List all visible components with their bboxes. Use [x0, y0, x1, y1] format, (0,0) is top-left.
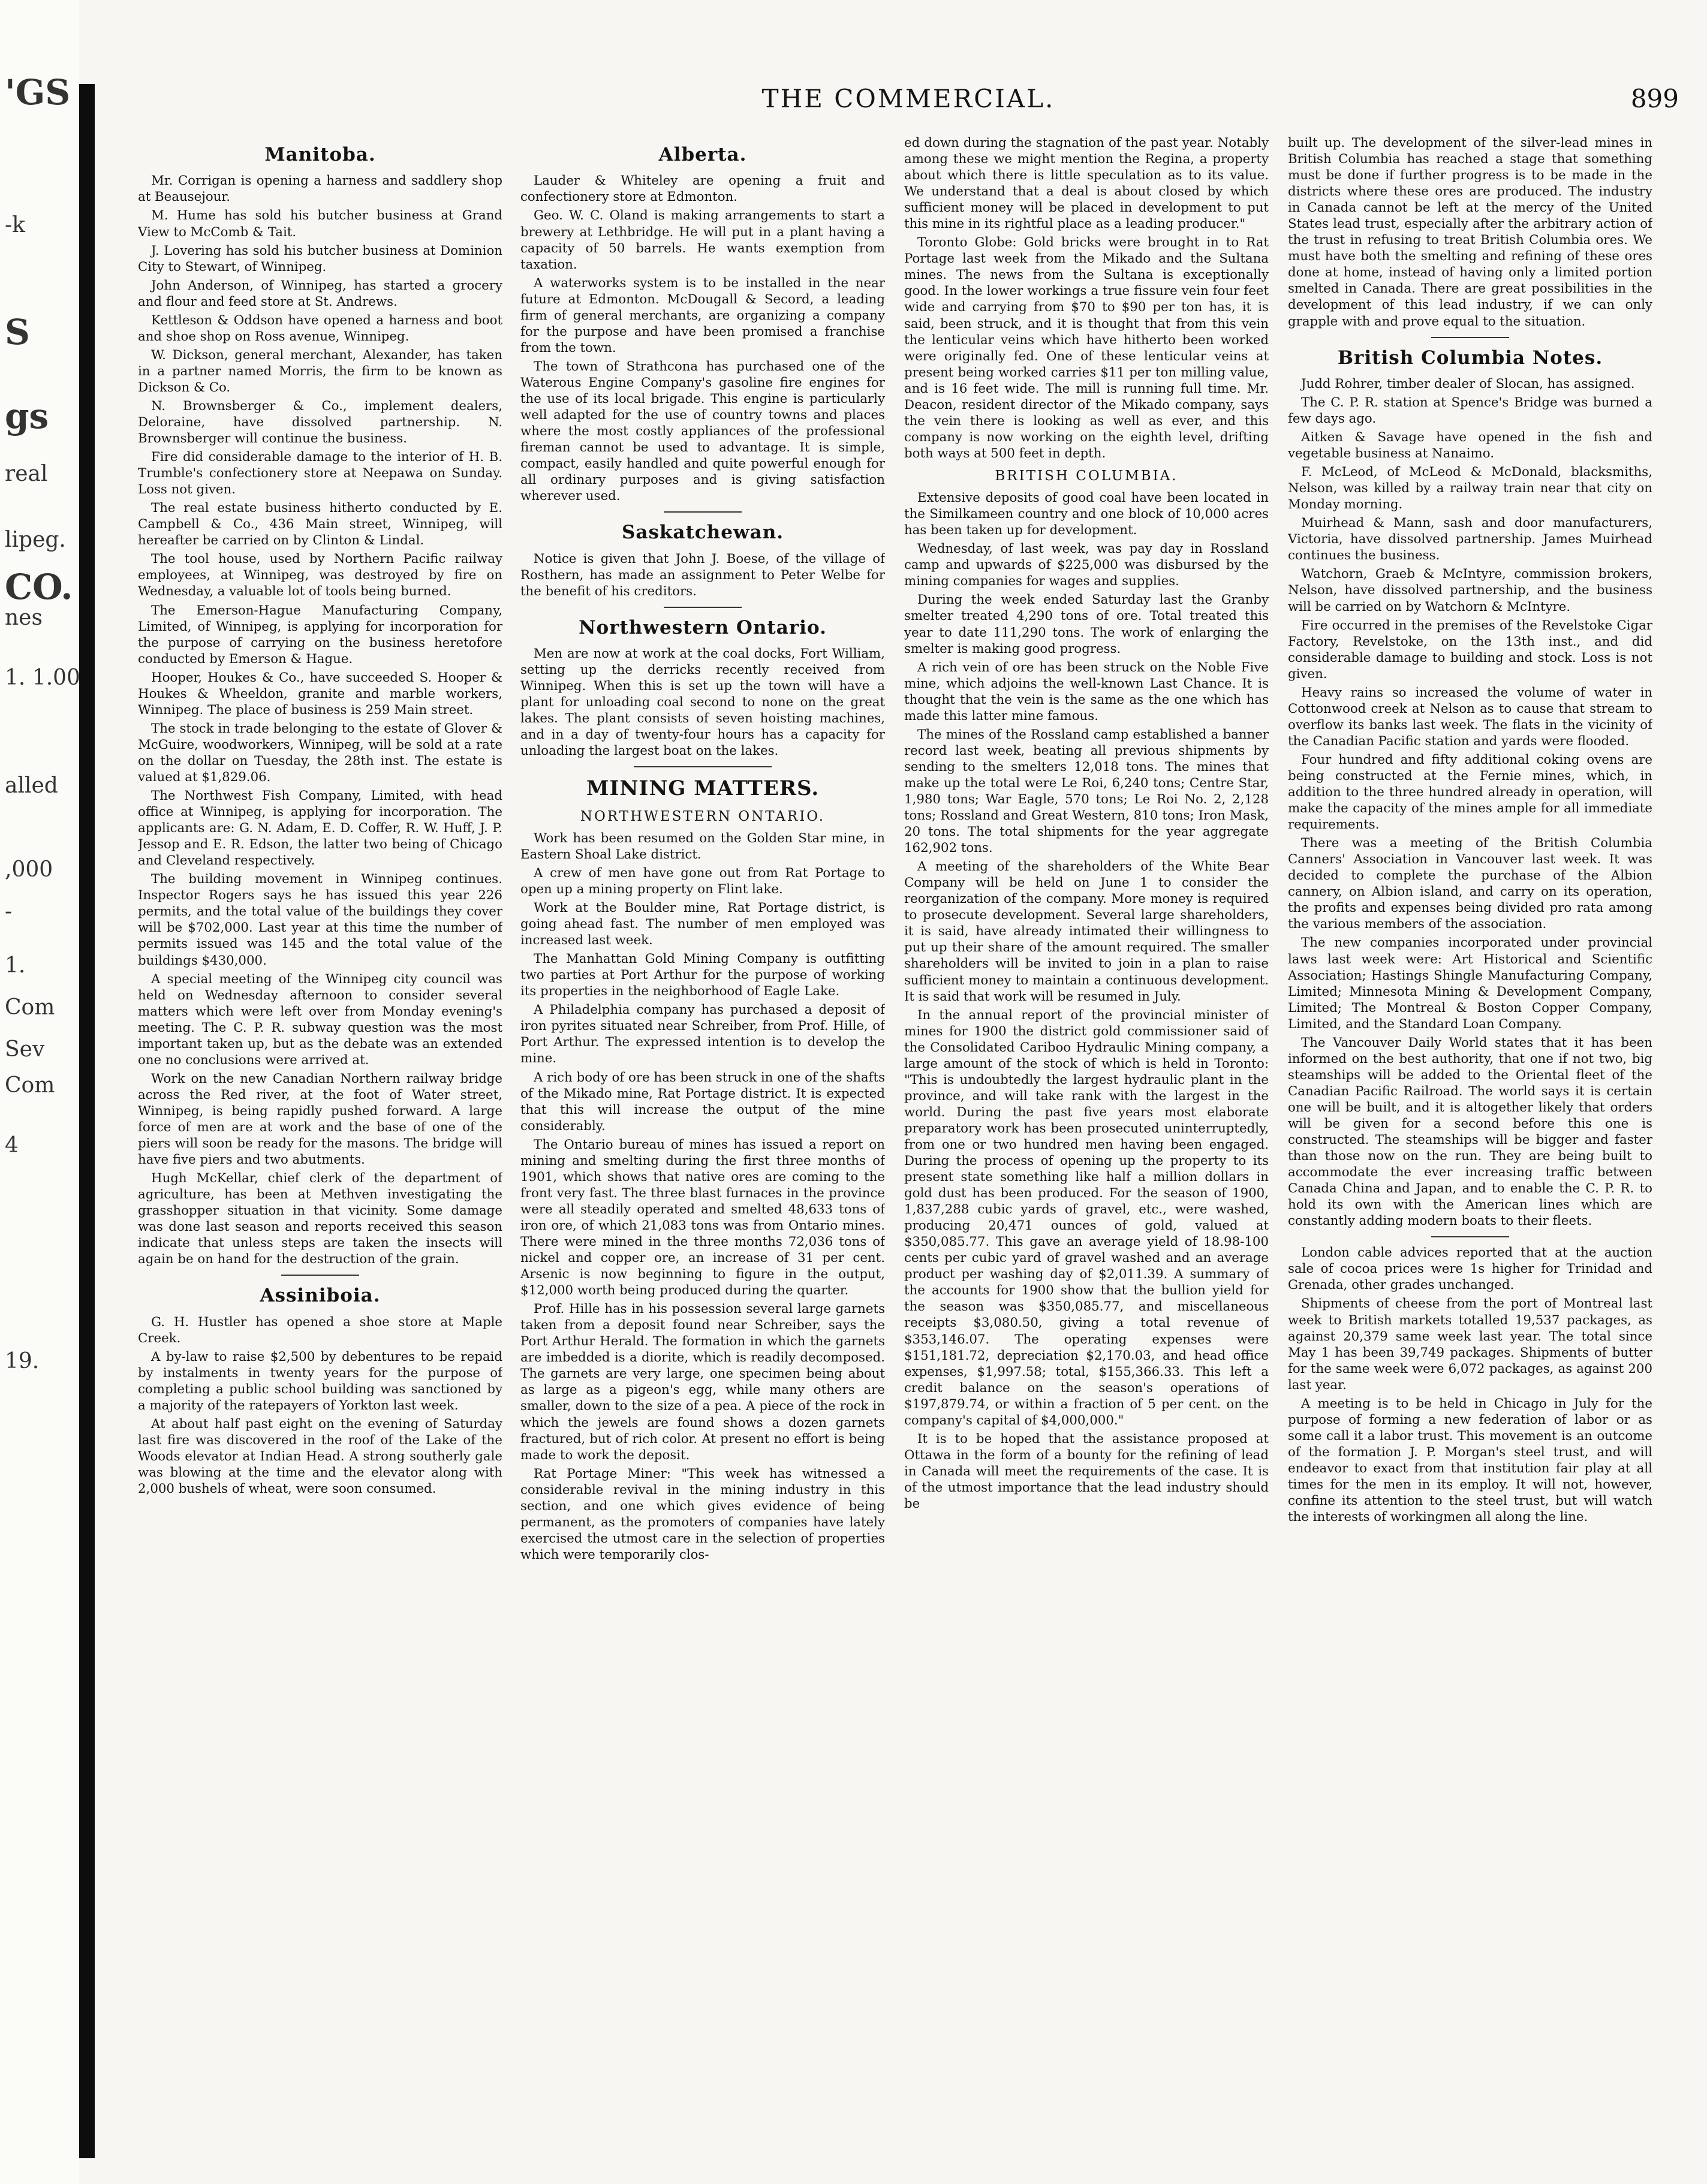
paragraph: The Ontario bureau of mines has issued a report on mining and smelting during the first three months of 1901, which shows that native ores are coming to the front very fast. The three blast furnaces in the province were all steadily operated and smelted 48,633 tons of iron ore, of which 21,083 tons was from Ontario mines. There were mined in the three months 72,036 tons of nickel and copper ore, an increase of 31 per cent. Arsenic is now beginning to figure in the output, $12,000 worth being produced during the quarter.: [520, 1137, 885, 1299]
paragraph: A by-law to raise $2,500 by debentures to be repaid by instalments in twenty years for the purpose of completing a public school building was sanctioned by a majority of the ratepayers of Yorkton last week.: [138, 1349, 502, 1413]
edge-fragment: -k: [5, 213, 25, 237]
paragraph: At about half past eight on the evening of Saturday last fire was discovered in the roof of the Lake of the Woods elevator at Indian Head. A strong southerly gale was blowing at the time and the elevator along with 2,000 bushels of wheat, were soon consumed.: [138, 1417, 502, 1497]
section-heading: MINING MATTERS.: [586, 776, 820, 801]
page-number: 899: [1630, 84, 1679, 113]
paragraph: Work on the new Canadian Northern railway bridge across the Red river, at the foot of Water street, Winnipeg, is being rapidly pushed forward. A large force of men are at work and the base of one of the piers will soon be ready for the masons. The bridge will have five piers and two abutments.: [138, 1071, 502, 1168]
section-divider: [664, 511, 742, 513]
paragraph: Muirhead & Mann, sash and door manufacturers, Victoria, have dissolved partnership. James Muirhead continues the business.: [1288, 516, 1652, 564]
paragraph: The C. P. R. station at Spence's Bridge was burned a few days ago.: [1288, 394, 1652, 427]
paragraph: G. H. Hustler has opened a shoe store at Maple Creek.: [138, 1314, 502, 1346]
paragraph: Hooper, Houkes & Co., have succeeded S. Hooper & Houkes & Wheeldon, granite and marble workers, Winnipeg. The place of business is 259 Main street.: [138, 670, 502, 718]
section-divider: [1431, 337, 1509, 338]
paragraph: A meeting of the shareholders of the White Bear Company will be held on June 1 to consider the reorganization of the company. More money is required to prosecute development. Several large shareholders, it is said, have already intimated their willingness to put up their share of the amount required. The smaller shareholders will be invited to join in a plan to raise sufficient money to maintain a continuous development. It is said that work will be resumed in July.: [904, 859, 1269, 1004]
edge-fragment: S: [5, 312, 30, 353]
paragraph: Extensive deposits of good coal have been located in the Similkameen country and one block of 10,000 acres has been taken up for development.: [904, 490, 1269, 538]
paragraph: The new companies incorporated under provincial laws last week were: Art Historical and Scientific Association; Hastings Shingle Manufacturing Company, Limited; Minnesota Mining & Development Company, Limited; The Montreal & Boston Copper Company, Limited, and the Standard Loan Company.: [1288, 935, 1652, 1032]
column-4: [1288, 135, 1652, 2161]
paragraph: F. McLeod, of McLeod & McDonald, blacksmiths, Nelson, was killed by a railway train near that city on Monday morning.: [1288, 465, 1652, 513]
edge-fragment: alled: [5, 773, 58, 798]
paragraph: M. Hume has sold his butcher business at Grand View to McComb & Tait.: [138, 208, 502, 240]
paragraph: Toronto Globe: Gold bricks were brought in to Rat Portage last week from the Mikado and the Sultana mines. The news from the Sultana is exceptionally good. In the lower workings a true fissure vein four feet wide and carrying from $70 to $90 per ton has, it is said, been struck, and it is thought that from this vein the lenticular veins which have hitherto been worked were originally fed. One of these lenticular veins at present being worked carries $11 per ton milling value, and is 16 feet wide. The mill is running full time. Mr. Deacon, resident director of the Mikado company, says the vein there is looking as well as ever, and this company is now working on the eighth level, drifting both ways at 500 feet in depth.: [904, 235, 1269, 461]
paragraph: Wednesday, of last week, was pay day in Rossland camp and upwards of $225,000 was disbursed by the mining companies for wages and supplies.: [904, 541, 1269, 589]
section-divider: [664, 607, 742, 608]
paragraph: The real estate business hitherto conducted by E. Campbell & Co., 436 Main street, Winnipeg, will hereafter be carried on by Clinton & Lindal.: [138, 501, 502, 549]
paragraph: The Manhattan Gold Mining Company is outfitting two parties at Port Arthur for the purpose of working its properties in the neighborhood of Eagle Lake.: [520, 951, 885, 999]
paragraph: It is to be hoped that the assistance proposed at Ottawa in the form of a bounty for the refining of lead in Canada will meet the requirements of the case. It is of the utmost importance that the lead industry should be: [904, 1431, 1269, 1511]
paragraph: Geo. W. C. Oland is making arrangements to start a brewery at Lethbridge. He will put in a plant having a capacity of 50 barrels. He wants exemption from taxation.: [520, 208, 885, 272]
section-heading: Northwestern Ontario.: [579, 616, 827, 638]
paragraph: Four hundred and fifty additional coking ovens are being constructed at the Fernie mines, which, in addition to the three hundred already in operation, will make the capacity of the mines ample for all immediate requirements.: [1288, 752, 1652, 833]
page-header: [138, 84, 1679, 126]
paragraph: Rat Portage Miner: "This week has witnessed a considerable revival in the mining industry in this section, and one which gives evidence of being permanent, as the promoters of companies have lately exercised the utmost care in the selection of properties which were temporarily clos-: [520, 1466, 885, 1562]
paragraph: Heavy rains so increased the volume of water in Cottonwood creek at Nelson as to cause that stream to overflow its banks last week. The flats in the vicinity of the Canadian Pacific station and yards were flooded.: [1288, 685, 1652, 749]
edge-fragment: ,000: [5, 857, 53, 882]
edge-fragment: 1.: [5, 953, 26, 978]
paragraph: The Northwest Fish Company, Limited, with head office at Winnipeg, is applying for incorporation. The applicants are: G. N. Adam, E. D. Coffer, R. W. Huff, J. P. Jessop and E. R. Edson, the latter two being of Chicago and Cleveland respectively.: [138, 788, 502, 869]
paragraph: The town of Strathcona has purchased one of the Waterous Engine Company's gasoline fire engines for the use of its local brigade. This engine is particularly well adapted for the use of country towns and places where the most costly appliances of the professional fireman cannot be used to advantage. It is simple, compact, easily handled and quite powerful enough for all ordinary purposes and is giving satisfaction wherever used.: [520, 359, 885, 504]
edge-fragment: Com: [5, 995, 55, 1020]
paragraph: Judd Rohrer, timber dealer of Slocan, has assigned.: [1301, 376, 1635, 391]
paragraph: The mines of the Rossland camp established a banner record last week, beating all previous shipments by sending to the smelters 12,018 tons. The mines that make up the total were Le Roi, 6,240 tons; Centre Star, 1,980 tons; War Eagle, 570 tons; Le Roi No. 2, 2,128 tons; Rossland and Great Western, 810 tons; Iron Mask, 20 tons. The total shipments for the year aggregate 162,902 tons.: [904, 727, 1269, 856]
paragraph: Watchorn, Graeb & McIntyre, commission brokers, Nelson, have dissolved partnership, and the business will be carried on by Watchorn & McIntyre.: [1288, 567, 1652, 614]
paragraph: Fire did considerable damage to the interior of H. B. Trumble's confectionery store at Neepawa on Sunday. Loss not given.: [138, 450, 502, 498]
paragraph: There was a meeting of the British Columbia Canners' Association in Vancouver last week. It was decided to complete the purchase of the Albion cannery, on Albion island, and carry on its operation, the profits and expenses being divided pro rata among the various members of the association.: [1288, 836, 1652, 932]
paragraph: A rich vein of ore has been struck on the Noble Five mine, which adjoins the well-known Last Chance. It is thought that the vein is the same as the one which has made this latter mine famous.: [904, 659, 1269, 724]
paragraph: London cable advices reported that at the auction sale of cocoa prices were 1s higher for Trinidad and Grenada, other grades unchanged.: [1288, 1245, 1652, 1293]
paragraph: Hugh McKellar, chief clerk of the department of agriculture, has been at Methven investigating the grasshopper situation in that vicinity. Some damage was done last season and reports received this season indicate that unless steps are taken the insects will again be on hand for the destruction of the grain.: [138, 1171, 502, 1267]
paragraph: During the week ended Saturday last the Granby smelter treated 4,290 tons of ore. Total treated this year to date 111,290 tons. The work of enlarging the smelter is making good progress.: [904, 592, 1269, 656]
paragraph: Mr. Corrigan is opening a harness and saddlery shop at Beausejour.: [138, 173, 502, 205]
edge-fragment: nes: [5, 606, 43, 630]
paragraph: A special meeting of the Winnipeg city council was held on Wednesday afternoon to consider several matters which were left over from Monday evening's meeting. The C. P. R. subway question was the most important taken up, but as the debate was an extended one no conclusions were arrived at.: [138, 971, 502, 1068]
column-1: [138, 135, 502, 2161]
edge-fragment: Sev: [5, 1037, 45, 1062]
edge-fragment: 'GS: [5, 72, 71, 113]
paragraph: Work has been resumed on the Golden Star mine, in Eastern Shoal Lake district.: [520, 830, 885, 862]
paragraph: Shipments of cheese from the port of Montreal last week to British markets totalled 19,537 packages, as against 20,379 same week last year. The total since May 1 has been 39,749 packages. Shipments of butter for the same week were 6,072 packages, as against 200 last year.: [1288, 1296, 1652, 1393]
edge-fragment: 1. 1.00: [5, 665, 80, 690]
edge-fragment: 4: [5, 1133, 19, 1158]
paragraph: Fire occurred in the premises of the Revelstoke Cigar Factory, Revelstoke, on the 13th inst., and did considerable damage to building and stock. Loss is not given.: [1288, 617, 1652, 682]
paragraph: Men are now at work at the coal docks, Fort William, setting up the derricks recently received from Winnipeg. When this is set up the town will have a plant for unloading coal second to none on the great lakes. The plant consists of seven hoisting machines, and in a day of twenty-four hours has a capacity for unloading the largest boat on the lakes.: [520, 646, 885, 759]
paragraph: John Anderson, of Winnipeg, has started a grocery and flour and feed store at St. Andrews.: [138, 278, 502, 309]
paragraph: Aitken & Savage have opened in the fish and vegetable business at Nanaimo.: [1288, 430, 1652, 462]
paragraph: N. Brownsberger & Co., implement dealers, Deloraine, have dissolved partnership. N. Brownsberger will continue the business.: [138, 398, 502, 447]
section-heading: Alberta.: [658, 144, 747, 165]
edge-fragment: gs: [5, 396, 49, 436]
edge-fragment: -: [5, 899, 13, 924]
section-divider: [1431, 1236, 1509, 1237]
running-title: THE COMMERCIAL.: [761, 84, 1055, 113]
section-divider: [634, 766, 772, 767]
edge-fragment: CO.: [5, 567, 73, 607]
subsection-heading: NORTHWESTERN ONTARIO.: [580, 808, 826, 824]
section-heading: Saskatchewan.: [621, 522, 784, 544]
paragraph: The Emerson-Hague Manufacturing Company, Limited, of Winnipeg, is applying for incorporation for the purpose of carrying on the business heretofore conducted by Emerson & Hague.: [138, 603, 502, 667]
paragraph: W. Dickson, general merchant, Alexander, has taken in a partner named Morris, the firm to be known as Dickson & Co.: [138, 347, 502, 395]
section-heading: Manitoba.: [264, 144, 376, 165]
column-2: [520, 135, 885, 2161]
paragraph: A crew of men have gone out from Rat Portage to open up a mining property on Flint lake.: [520, 865, 885, 897]
paragraph: The Vancouver Daily World states that it has been informed on the best authority, that one if not two, big steamships will be added to the Oriental fleet of the Canadian Pacific Railroad. The world says it is certain one will be built, and it is altogether likely that orders will be given for a second before this one is constructed. The steamships will be bigger and faster than those now on the run. They are being built to accommodate the ever increasing traffic between Canada China and Japan, and to enable the C. P. R. to hold its own with the American lines which are constantly adding modern boats to their fleets.: [1288, 1035, 1652, 1229]
paragraph: Work at the Boulder mine, Rat Portage district, is going ahead fast. The number of men employed was increased last week.: [520, 900, 885, 948]
paragraph: In the annual report of the provincial minister of mines for 1900 the district gold commissioner said of the Consolidated Cariboo Hydraulic Mining company, a large amount of the stock of which is held in Toronto: "This is undoubtedly the largest hydraulic plant in the province, and will take rank with the largest in the world. During the past five years most elaborate preparatory work has been prosecuted uninterruptedly, from one or two hundred men having been engaged. During the process of opening up the property to its present state something like half a million dollars in gold dust has been produced. For the season of 1900, 1,837,288 cubic yards of gravel, etc., were washed, producing 20,471 ounces of gold, valued at $350,085.77. This gave an average yield of 18.98-100 cents per cubic yard of gravel washed and an average product per washing day of $2,011.39. A summary of the accounts for 1900 show that the bullion yield for the season was $350,085.77, and miscellaneous receipts $3,080.50, giving a total revenue of $353,146.07. The operating expenses were $151,181.72, depreciation $2,170.03, and head office expenses, $1,997.58; total, $155,366.33. This left a credit balance on the season's operations of $197,879.74, or within a fraction of 5 per cent. on the company's capital of $4,000,000.": [904, 1007, 1269, 1428]
edge-fragment: 19.: [5, 1349, 40, 1373]
section-divider: [281, 1275, 359, 1276]
paragraph: A rich body of ore has been struck in one of the shafts of the Mikado mine, Rat Portage district. It is expected that this will increase the output of the mine considerably.: [520, 1070, 885, 1134]
binding-spine: [79, 84, 95, 2158]
section-heading: British Columbia Notes.: [1337, 347, 1603, 369]
edge-fragment: real: [5, 462, 48, 486]
continued-paragraph: built up. The development of the silver-lead mines in British Columbia has reached a stage that something must be done if further progress is to be made in the districts where these ores are produced. The industry in Canada cannot be left at the mercy of the United States lead trust, especially after the arbitrary action of the trust in refusing to treat British Columbia ores. We must have both the smelting and refining of these ores done at home, instead of having only a limited portion smelted in Canada. There are great possibilities in the development of this lead industry, if we can only grapple with and prove equal to the situation.: [1288, 135, 1652, 329]
paragraph: Lauder & Whiteley are opening a fruit and confectionery store at Edmonton.: [520, 173, 885, 205]
section-heading: Assiniboia.: [260, 1285, 381, 1307]
paragraph: A Philadelphia company has purchased a deposit of iron pyrites situated near Schreiber, from Prof. Hille, of Port Arthur. The expressed intention is to develop the mine.: [520, 1002, 885, 1067]
edge-fragment: Com: [5, 1073, 55, 1098]
paragraph: A meeting is to be held in Chicago in July for the purpose of forming a new federation of labor or as some call it a labor trust. This movement is an outcome of the formation J. P. Morgan's steel trust, and will endeavor to exact from that institution fair play at all times for the men in its employ. It will not, however, confine its attention to the steel trust, but will watch the interests of workingmen all along the line.: [1288, 1396, 1652, 1525]
paragraph: The tool house, used by Northern Pacific railway employees, at Winnipeg, was destroyed by fire on Wednesday, a valuable lot of tools being burned.: [138, 552, 502, 600]
paragraph: Notice is given that John J. Boese, of the village of Rosthern, has made an assignment to Peter Welbe for the benefit of his creditors.: [520, 551, 885, 599]
paragraph: The building movement in Winnipeg continues. Inspector Rogers says he has issued this year 226 permits, and the total value of the buildings they cover will be $702,000. Last year at this time the number of permits issued was 145 and the total value of the buildings $430,000.: [138, 872, 502, 968]
column-3: [904, 135, 1269, 2161]
paragraph: Kettleson & Oddson have opened a harness and boot and shoe shop on Ross avenue, Winnipeg.: [138, 312, 502, 344]
continued-paragraph: ed down during the stagnation of the past year. Notably among these we might mention the Regina, a property about which there is little speculation as to its value. We understand that a deal is about closed by which sufficient money will be placed in development to put this mine in its rightful place as a leading producer.": [904, 135, 1269, 232]
paragraph: J. Lovering has sold his butcher business at Dominion City to Stewart, of Winnipeg.: [138, 243, 502, 275]
edge-fragment: lipeg.: [5, 528, 66, 552]
subsection-heading: BRITISH COLUMBIA.: [995, 468, 1178, 484]
paragraph: A waterworks system is to be installed in the near future at Edmonton. McDougall & Secord, a leading firm of general merchants, are organizing a company for the purpose and have been promised a franchise from the town.: [520, 275, 885, 356]
paragraph: The stock in trade belonging to the estate of Glover & McGuire, woodworkers, Winnipeg, will be sold at a rate on the dollar on Tuesday, the 28th inst. The estate is valued at $1,829.06.: [138, 721, 502, 785]
paragraph: Prof. Hille has in his possession several large garnets taken from a deposit found near Schreiber, says the Port Arthur Herald. The formation in which the garnets are imbedded is a diorite, which is readily decomposed. The garnets are very large, one specimen being about as large as a pigeon's egg, while many others are smaller, down to the size of a pea. A piece of the rock in which the jewels are found shows a dozen garnets fractured, but of rich color. At present no effort is being made to work the deposit.: [520, 1302, 885, 1463]
